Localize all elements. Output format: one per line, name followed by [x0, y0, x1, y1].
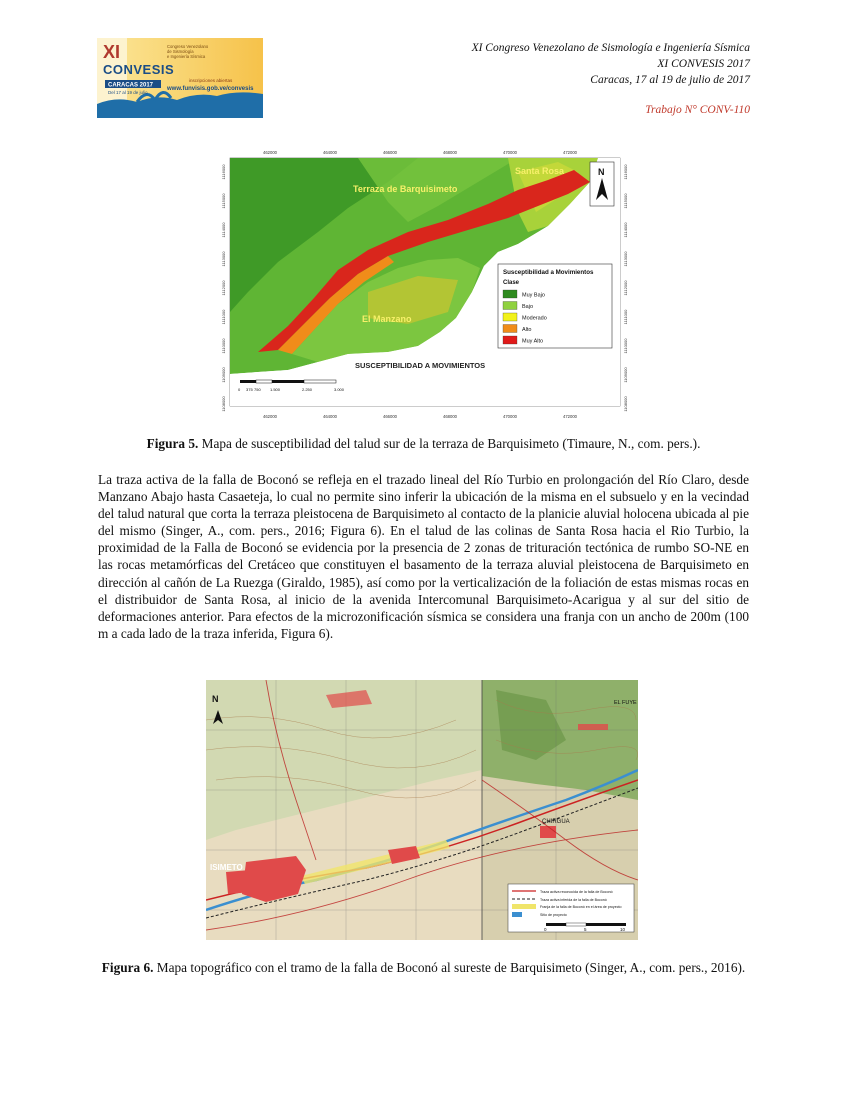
label-terraza: Terraza de Barquisimeto [353, 184, 458, 194]
logo-insc: inscripciones abiertas [189, 78, 233, 83]
legend-swatch [503, 313, 517, 321]
scale-tick-label: 750 [254, 387, 261, 392]
map-title: SUSCEPTIBILIDAD A MOVIMIENTOS [355, 361, 486, 370]
legend-swatch [503, 302, 517, 310]
figure-5-caption [98, 435, 749, 452]
x-tick-label: 470000 [503, 414, 517, 419]
logo-url: www.funvisis.gob.ve/convesis [167, 86, 254, 92]
scale-tick-label: 1.500 [270, 387, 281, 392]
y-tick-label: 1114000 [623, 222, 628, 238]
legend-swatch [503, 325, 517, 333]
x-tick-label: 466000 [383, 150, 397, 155]
logo-graphic [97, 38, 263, 118]
header-convesis: XI CONVESIS 2017 [657, 58, 750, 70]
scale-tick-label: 0 [238, 387, 241, 392]
legend-title: Susceptibilidad a Movimientos [503, 269, 594, 276]
legend-swatch [503, 290, 517, 298]
header-trabajo: Trabajo N° CONV-110 [645, 104, 750, 116]
fig6-legend-item: Traza activa reconocida de la falla de Boconó [540, 890, 613, 894]
north-label: N [598, 167, 605, 177]
y-tick-label: 1108000 [221, 396, 226, 412]
logo-dates: Del 17 al 19 de julio [108, 90, 148, 95]
map-legend [498, 264, 612, 348]
y-tick-label: 1116000 [221, 164, 226, 180]
x-tick-label: 468000 [443, 150, 457, 155]
y-tick-label: 1114000 [221, 222, 226, 238]
page-header [472, 40, 750, 118]
label-santa-rosa: Santa Rosa [515, 166, 565, 176]
y-tick-label: 1109000 [623, 367, 628, 383]
legend-subtitle: Clase [503, 280, 520, 286]
label-el-manzano: El Manzano [362, 314, 412, 324]
fig6-scale-label: 10 [620, 927, 626, 932]
fig6-scale-label: 5 [584, 927, 587, 932]
logo-tag2: de Sismología [167, 49, 194, 54]
scale-tick-label: 2.250 [302, 387, 313, 392]
legend-item-label: Alto [522, 327, 532, 333]
logo-tag1: Congreso Venezolano [167, 44, 209, 49]
y-tick-label: 1116000 [623, 164, 628, 180]
fig6-north-label: N [212, 694, 219, 704]
y-tick-label: 1113000 [221, 251, 226, 267]
y-tick-label: 1115000 [623, 193, 628, 209]
x-tick-label: 466000 [383, 414, 397, 419]
figure-6-label: Figura 6. [101, 960, 154, 975]
x-tick-label: 472000 [563, 414, 577, 419]
figure-6-map [206, 680, 638, 940]
x-tick-label: 470000 [503, 150, 517, 155]
scale-tick-label: 3.000 [334, 387, 345, 392]
logo-roman: XI [103, 42, 121, 62]
x-tick-label: 464000 [323, 414, 337, 419]
x-tick-label: 468000 [443, 414, 457, 419]
legend-item-label: Muy Bajo [522, 292, 545, 299]
logo-event: CARACAS 2017 [108, 82, 154, 89]
logo-tag3: e Ingeniería Sísmica [167, 54, 206, 59]
header-dates: Caracas, 17 al 19 de julio de 2017 [590, 74, 750, 86]
legend-item-label: Moderado [522, 315, 547, 322]
y-tick-label: 1109000 [221, 367, 226, 383]
fig6-legend-item: Sitio de proyecto [540, 913, 567, 917]
y-tick-label: 1108000 [623, 396, 628, 412]
legend-item-label: Bajo [522, 304, 534, 310]
figure-5-label: Figura 5. [146, 436, 199, 451]
y-tick-label: 1113000 [623, 251, 628, 267]
fig6-legend-item: Franja de la falla de Boconó en el área de proyecto [540, 905, 622, 909]
figure-6-caption [98, 959, 749, 976]
logo-name: CONVESIS [103, 62, 175, 77]
fig6-scale-label: 0 [544, 927, 547, 932]
y-tick-label: 1110000 [221, 338, 226, 354]
susceptibility-map [218, 142, 632, 422]
y-tick-label: 1112000 [221, 280, 226, 296]
fig6-legend [508, 884, 634, 932]
scale-tick-label: 375 [246, 387, 253, 392]
figure-5-caption-text: Mapa de susceptibilidad del talud sur de la terraza de Barquisimeto (Timaure, N., com. pers.). [198, 436, 701, 451]
y-tick-label: 1112000 [623, 280, 628, 296]
north-arrow-icon [590, 162, 614, 206]
legend-item-label: Muy Alto [522, 338, 544, 345]
x-tick-label: 472000 [563, 150, 577, 155]
figure-5-map [218, 142, 632, 422]
figure-6-caption-text: Mapa topográfico con el tramo de la falla de Boconó al sureste de Barquisimeto (Singer, A., com. pers., 2016). [153, 960, 746, 975]
y-tick-label: 1115000 [221, 193, 226, 209]
y-tick-label: 1111000 [623, 309, 628, 325]
y-tick-label: 1111000 [221, 309, 226, 325]
x-tick-label: 462000 [263, 414, 277, 419]
label-el-fuye: EL FUYE [614, 700, 637, 706]
body-paragraph: La traza activa de la falla de Boconó se refleja en el trazado lineal del Río Turbio en prolongación del Río Claro, desde Manzano Abajo hasta Casaeteja, lo cual no permite sino inferir la ubicación de la misma en el subsuelo y en la vecindad del talud natural que corta la terraza pleistocena de Barquisimeto al contacto de la planicie aluvial holocena ubicada al pie del mismo (Singer, A., com. pers., 2016; Figura 6). En el talud de las colinas de Santa Rosa hacia el Rio Turbio, la proximidad de la Falla de Boconó se evidencia por la presencia de 2 zonas de trituración tectónica de rumbo SO-NE en las rocas metamórficas del Cretáceo que constituyen el basamento de la terraza aluvial pleistocena de Barquisimeto en dirección al cañón de La Ruezga (Giraldo, 1985), así como por la verticalización de la foliación de estas mismas rocas en el distribuidor de Santa Rosa, al inicio de la avenida Intercomunal Barquisimeto-Acarigua y al sur del sitio de deformaciones anterior. Para efectos de la microzonificación sísmica se considera una franja con un ancho de 200m (100 m a cada lado de la traza inferida, Figura 6). [98, 472, 749, 641]
fig6-legend-item: Traza activa inferida de la falla de Boconó [540, 898, 607, 902]
x-tick-label: 462000 [263, 150, 277, 155]
label-chirgua: CHIRGUA [542, 819, 570, 825]
legend-swatch [503, 336, 517, 344]
x-tick-label: 464000 [323, 150, 337, 155]
convesis-logo [97, 38, 263, 118]
topographic-map [206, 680, 638, 940]
label-city: ISIMETO [210, 863, 243, 872]
y-tick-label: 1110000 [623, 338, 628, 354]
header-congress: XI Congreso Venezolano de Sismología e Ingeniería Sísmica [471, 42, 750, 54]
